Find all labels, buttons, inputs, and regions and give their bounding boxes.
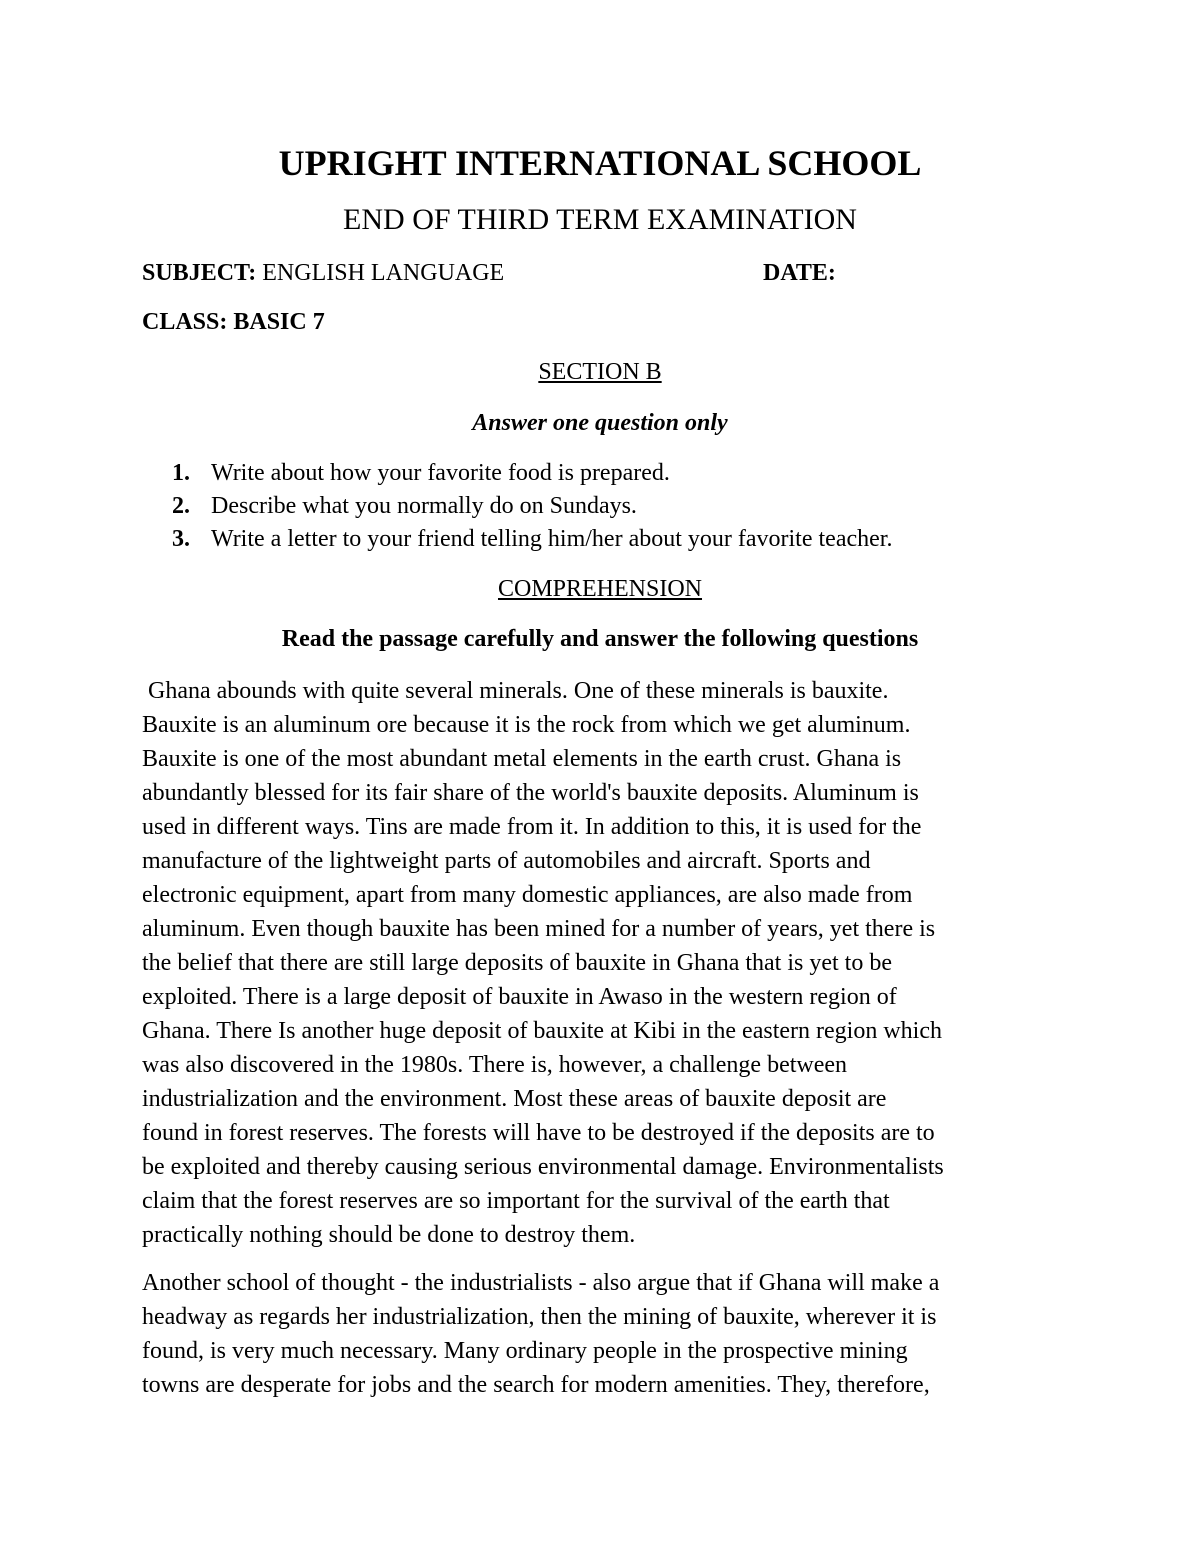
question-item [172,490,892,523]
passage-line: industrialization and the environment. Most these areas of bauxite deposit are [142,1086,887,1112]
passage-line: be exploited and thereby causing serious environmental damage. Environmentalists [142,1154,944,1180]
passage-line: found in forest reserves. The forests will have to be destroyed if the deposits are to [142,1120,935,1146]
passage-paragraph-2 [142,1266,1082,1402]
question-item [172,457,892,490]
passage-line: Ghana abounds with quite several minerals. One of these minerals is bauxite. [142,678,889,704]
subject-label: SUBJECT: [142,260,257,286]
passage-instruction: Read the passage carefully and answer the following questions [281,626,919,652]
question-list [172,457,892,556]
passage-line: towns are desperate for jobs and the search for modern amenities. They, therefore, [142,1372,930,1398]
passage-line: the belief that there are still large deposits of bauxite in Ghana that is yet to be [142,950,892,976]
passage-line: Bauxite is an aluminum ore because it is the rock from which we get aluminum. [142,712,911,738]
passage-line: used in different ways. Tins are made from it. In addition to this, it is used for the [142,814,922,840]
passage-line: aluminum. Even though bauxite has been mined for a number of years, yet there is [142,916,936,942]
passage-line: claim that the forest reserves are so important for the survival of the earth that [142,1188,890,1214]
passage-line: exploited. There is a large deposit of bauxite in Awaso in the western region of [142,984,897,1010]
passage-line: manufacture of the lightweight parts of automobiles and aircraft. Sports and [142,848,871,874]
passage-line: Ghana. There Is another huge deposit of bauxite at Kibi in the eastern region which [142,1018,942,1044]
question-number: 2. [172,493,190,519]
school-name: UPRIGHT INTERNATIONAL SCHOOL [278,143,922,183]
passage-line: was also discovered in the 1980s. There is, however, a challenge between [142,1052,848,1078]
passage-line: Another school of thought - the industrialists - also argue that if Ghana will make a [142,1270,940,1296]
section-b-instruction: Answer one question only [472,410,728,436]
passage-line: abundantly blessed for its fair share of the world's bauxite deposits. Aluminum is [142,780,919,806]
question-number: 3. [172,526,190,552]
passage-line: electronic equipment, apart from many domestic appliances, are also made from [142,882,913,908]
question-item [172,523,892,556]
class-value: BASIC 7 [233,309,325,335]
question-text: Write a letter to your friend telling him/her about your favorite teacher. [211,526,893,552]
passage-line: Bauxite is one of the most abundant metal elements in the earth crust. Ghana is [142,746,902,772]
subject-line [142,258,504,288]
passage-paragraph-1 [142,674,1082,1252]
section-b-heading: SECTION B [538,359,662,385]
passage-line: practically nothing should be done to destroy them. [142,1222,636,1248]
exam-title: END OF THIRD TERM EXAMINATION [343,203,857,236]
passage-line: found, is very much necessary. Many ordinary people in the prospective mining [142,1338,908,1364]
date-label: DATE: [763,260,836,286]
question-text: Describe what you normally do on Sundays. [211,493,637,519]
passage-line: headway as regards her industrialization, then the mining of bauxite, wherever it is [142,1304,937,1330]
subject-value: ENGLISH LANGUAGE [262,260,505,286]
class-line [142,307,325,337]
comprehension-heading: COMPREHENSION [497,576,703,602]
class-label: CLASS: [142,309,228,335]
question-number: 1. [172,460,190,486]
question-text: Write about how your favorite food is prepared. [211,460,670,486]
